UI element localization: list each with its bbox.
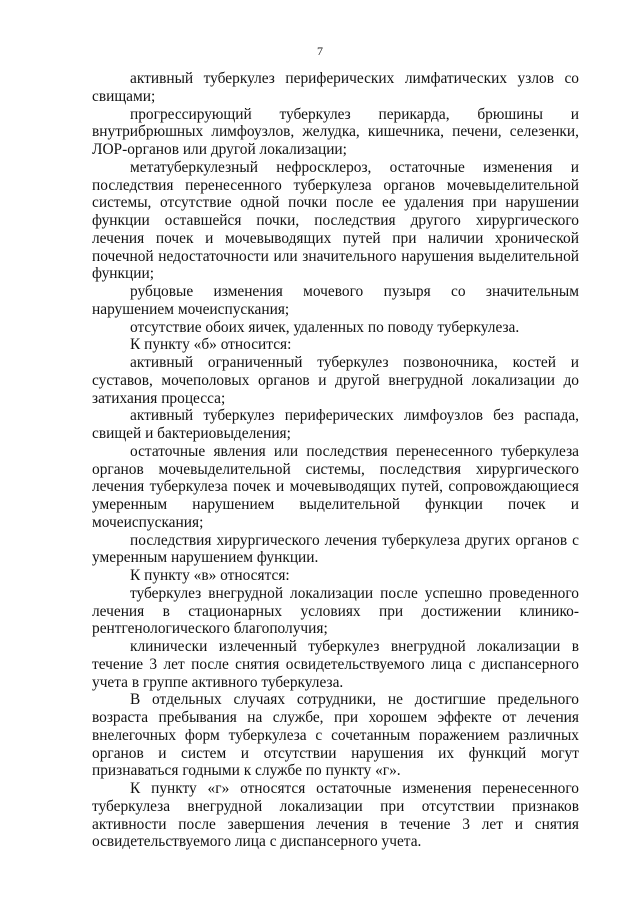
paragraph-1: активный туберкулез периферических лимфатических узлов со свищами;	[92, 70, 579, 105]
section-heading-b: К пункту «б» относится:	[130, 336, 292, 354]
paragraph-8: активный туберкулез периферических лимфоузлов без распада, свищей и бактериовыделения;	[92, 407, 579, 442]
page-number: 7	[317, 44, 323, 58]
paragraph-10: последствия хирургического лечения туберкулеза других органов с умеренным нарушением функции.	[92, 531, 579, 567]
paragraph-5: отсутствие обоих яичек, удаленных по поводу туберкулеза.	[130, 318, 520, 336]
document-body	[92, 70, 579, 851]
paragraph-14: В отдельных случаях сотрудники, не достигшие предельного возраста пребывания на службе, при хорошем эффекте от лечения внелегочных форм туберкулеза с сочетанным поражением различных органов и систем и отсутствии нарушения их функций могут признаваться годными к службе по пункту «г».	[92, 691, 579, 780]
section-heading-v: К пункту «в» относятся:	[130, 567, 290, 584]
paragraph-13: клинически излеченный туберкулез внегрудной локализации в течение 3 лет после снятия освидетельствуемого лица с диспансерного учета в группе активного туберкулеза.	[92, 638, 579, 691]
paragraph-9: остаточные явления или последствия перенесенного туберкулеза органов мочевыделительной системы, последствия хирургического лечения туберкулеза почек и мочевыводящих путей, сопровождающиеся умеренным нарушением выделительной функции почек и мочеиспускания;	[92, 442, 579, 531]
paragraph-7: активный ограниченный туберкулез позвоночника, костей и суставов, мочеполовых органов и другой внегрудной локализации до затихания процесса;	[92, 354, 579, 407]
paragraph-4: рубцовые изменения мочевого пузыря со значительным нарушением мочеиспускания;	[92, 283, 579, 318]
paragraph-12: туберкулез внегрудной локализации после успешно проведенного лечения в стационарных условиях при достижении клинико-рентгенологического благополучия;	[92, 584, 579, 638]
paragraph-2: прогрессирующий туберкулез перикарда, брюшины и внутрибрюшных лимфоузлов, желудка, кишечника, печени, селезенки, ЛОР-органов или другой локализации;	[92, 105, 579, 158]
paragraph-15: К пункту «г» относятся остаточные изменения перенесенного туберкулеза внегрудной локализации при отсутствии признаков активности после завершения лечения в течение 3 лет и снятия освидетельствуемого лица с диспансерного учета.	[92, 780, 579, 851]
paragraph-3: метатуберкулезный нефросклероз, остаточные изменения и последствия перенесенного туберкулеза органов мочевыделительной системы, отсутствие одной почки после ее удаления при нарушении функции оставшейся почки, последствия другого хирургического лечения почек и мочевыводящих путей при наличии хронической почечной недостаточности или значительного нарушения выделительной функции;	[92, 158, 579, 283]
